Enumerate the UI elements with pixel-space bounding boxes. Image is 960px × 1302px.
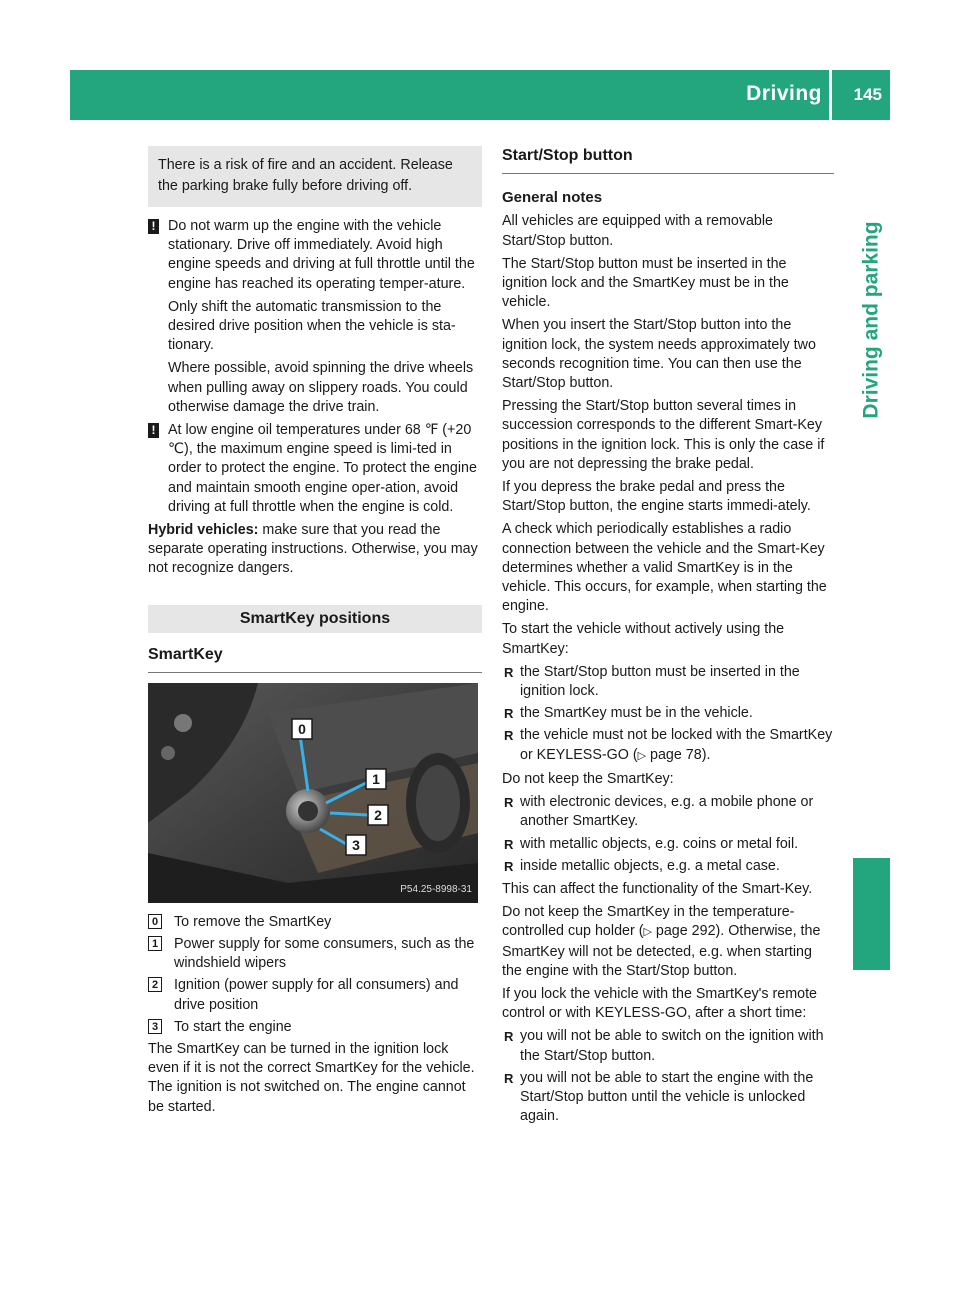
page-reference[interactable]: page 78). (646, 746, 711, 763)
hybrid-text: make sure that you read the separate operating instructions. Otherwise, you may not recognize dangers. (148, 522, 478, 577)
page-reference[interactable]: page 292). Otherwise, the SmartKey will not be detected, e.g. when starting the engine with the Start/Stop button. (502, 923, 821, 979)
page-reference-arrow-icon: ▷ (637, 749, 647, 762)
list-item: R the SmartKey must be in the vehicle. (502, 704, 834, 723)
paragraph-text: Do not keep the SmartKey in the temperature-controlled cup holder ( (502, 904, 795, 940)
side-tab-label: Driving and parking (859, 221, 883, 419)
legend-number: 0 (148, 914, 162, 929)
bullet-list (502, 663, 834, 766)
list-item: R inside metallic objects, e.g. a metal case. (502, 857, 834, 876)
legend-text: To remove the SmartKey (174, 913, 332, 930)
warning-box: There is a risk of fire and an accident. Release the parking brake fully before driving off. (148, 146, 482, 207)
side-tab (853, 200, 890, 440)
hybrid-label: Hybrid vehicles: (148, 522, 259, 539)
bullet-list (502, 793, 834, 876)
list-item-text: the vehicle must not be locked with the SmartKey or KEYLESS-GO ( (520, 727, 833, 763)
note-paragraph: At low engine oil temperatures under 68 ℉ (+20 ℃), the maximum engine speed is limi-ted in order to protect the engine. To protect the engine and maintain smooth engine oper-ation, avoid driving at full throttle when the engine is cold. (168, 422, 477, 515)
list-item: R with metallic objects, e.g. coins or metal foil. (502, 835, 834, 854)
ignition-lock-illustration (148, 683, 478, 903)
paragraph (502, 903, 834, 981)
closing-paragraph: The SmartKey can be turned in the ignition lock even if it is not the correct SmartKey for the vehicle. The ignition is not switched on. The engine cannot be started. (148, 1041, 475, 1115)
legend-item (148, 913, 482, 932)
legend-number: 2 (148, 977, 162, 992)
exclamation-icon: ! (148, 219, 159, 234)
legend-text: Ignition (power supply for all consumers) and drive position (174, 977, 459, 1013)
list-item: R you will not be able to switch on the ignition with the Start/Stop button. (502, 1027, 834, 1065)
paragraph: When you insert the Start/Stop button into the ignition lock, the system needs approximately two seconds recognition time. You can then use the Start/Stop button. (502, 317, 816, 392)
page-number: 145 (853, 85, 882, 104)
list-item: R the Start/Stop button must be inserted in the ignition lock. (502, 663, 834, 701)
paragraph: The Start/Stop button must be inserted in the ignition lock and the SmartKey must be in the vehicle. (502, 255, 789, 311)
note-oil-temperature (148, 421, 482, 517)
bullet-list (502, 1027, 834, 1126)
figure-code: P54.25-8998-31 (400, 883, 472, 895)
paragraph: This can affect the functionality of the Smart-Key. (502, 880, 813, 897)
callout-0: 0 (298, 720, 306, 737)
side-marker-block (853, 858, 890, 970)
callout-2: 2 (374, 806, 382, 823)
legend-item (148, 976, 482, 1014)
paragraph: A check which periodically establishes a radio connection between the vehicle and the Smart-Key determines whether a valid SmartKey is in the vehicle. This occurs, for example, when starting the engine. (502, 521, 827, 615)
legend-number: 3 (148, 1019, 162, 1034)
smartkey-ignition-figure (148, 683, 478, 903)
header-title: Driving (746, 82, 822, 105)
subheading-smartkey: SmartKey (148, 645, 482, 673)
paragraph: Pressing the Start/Stop button several times in succession corresponds to the different Smart-Key positions in the ignition lock. This is only the case if you are not depressing the brake pedal. (502, 398, 825, 472)
hybrid-paragraph (148, 521, 482, 579)
legend-item (148, 1018, 482, 1037)
left-column (148, 146, 482, 1121)
paragraph: If you lock the vehicle with the SmartKey's remote control or with KEYLESS-GO, after a short time: (502, 985, 818, 1022)
callout-3: 3 (352, 836, 360, 853)
note-paragraph: Only shift the automatic transmission to the desired drive position when the vehicle is sta-tionary. (168, 298, 456, 354)
legend-text: To start the engine (174, 1018, 292, 1035)
note-engine-warmup (148, 217, 482, 417)
legend-number: 1 (148, 936, 162, 951)
exclamation-icon: ! (148, 423, 159, 438)
list-item (502, 726, 834, 765)
subheading-general-notes: General notes (502, 189, 603, 207)
paragraph: All vehicles are equipped with a removable Start/Stop button. (502, 213, 773, 249)
section-heading-smartkey-positions: SmartKey positions (148, 605, 482, 633)
legend-text: Power supply for some consumers, such as the windshield wipers (174, 936, 475, 972)
right-column (502, 146, 834, 1130)
header-separator (829, 70, 832, 120)
page-reference-arrow-icon: ▷ (643, 926, 652, 939)
list-item: R with electronic devices, e.g. a mobile phone or another SmartKey. (502, 793, 834, 831)
section-title-start-stop: Start/Stop button (502, 146, 834, 174)
callout-1: 1 (372, 770, 380, 787)
paragraph: Do not keep the SmartKey: (502, 770, 674, 787)
note-paragraph: Where possible, avoid spinning the drive wheels when pulling away on slippery roads. You could otherwise damage the drive train. (168, 360, 474, 415)
page-header (70, 70, 890, 120)
note-paragraph: Do not warm up the engine with the vehicle stationary. Drive off immediately. Avoid high engine speeds and driving at full throttle until the engine has reached its operating temper-ature. (168, 218, 475, 292)
paragraph: To start the vehicle without actively using the SmartKey: (502, 621, 785, 657)
paragraph: If you depress the brake pedal and press the Start/Stop button, the engine starts immedi-ately. (502, 479, 811, 515)
list-item: R you will not be able to start the engine with the Start/Stop button until the vehicle is unlocked again. (502, 1069, 834, 1127)
legend-item (148, 935, 482, 973)
